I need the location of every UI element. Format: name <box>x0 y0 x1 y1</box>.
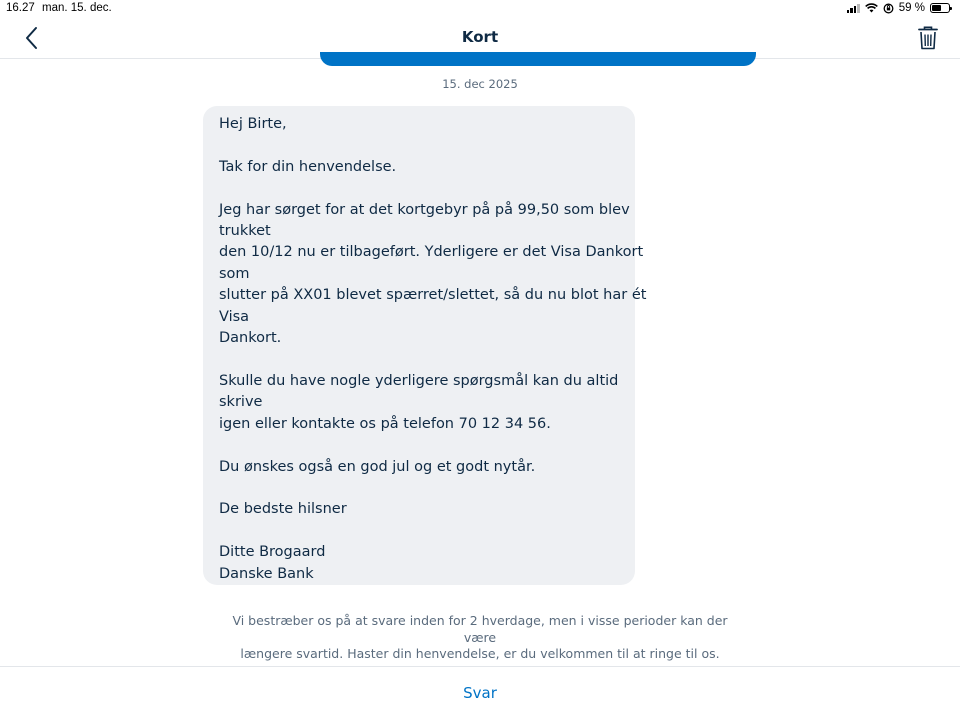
disclaimer-line: længere svartid. Haster din henvendelse, er du velkommen til at ringe til os. <box>240 646 720 661</box>
wifi-icon <box>865 3 878 13</box>
date-separator: 15. dec 2025 <box>442 77 518 91</box>
message-body: Hej Birte, Tak for din henvendelse. Jeg har sørget for at det kortgebyr på på 99,50 som blev trukket den 10/12 nu er tilbageført. Yderligere er det Visa Dankort som slutter på XX01 blevet spærret/slettet, så du nu blot har ét Visa Dankort. Skulle du have nogle yderligere spørgsmål kan du altid skrive igen eller kontakte os på telefon 70 12 34 56. Du ønskes også en god jul og et godt nytår. De bedste hilsner Ditte Brogaard Danske Bank <box>219 116 647 582</box>
previous-message-bubble <box>320 52 756 66</box>
status-indicators <box>847 2 950 14</box>
delete-button[interactable] <box>916 25 940 51</box>
response-time-disclaimer <box>220 613 740 663</box>
status-date: man. 15. dec. <box>42 2 112 14</box>
status-bar <box>0 0 960 18</box>
status-time: 16.27 <box>6 2 35 14</box>
battery-icon <box>930 3 950 13</box>
cellular-signal-icon <box>847 4 860 13</box>
battery-percentage: 59 % <box>898 2 925 14</box>
trash-icon <box>916 25 940 51</box>
reply-button[interactable]: Svar <box>463 684 497 702</box>
disclaimer-line: Vi bestræber os på at svare inden for 2 hverdage, men i visse perioder kan der være <box>232 613 728 645</box>
orientation-lock-icon <box>883 3 894 14</box>
page-title: Kort <box>461 28 499 46</box>
received-message-bubble <box>203 106 647 585</box>
divider <box>0 666 960 667</box>
